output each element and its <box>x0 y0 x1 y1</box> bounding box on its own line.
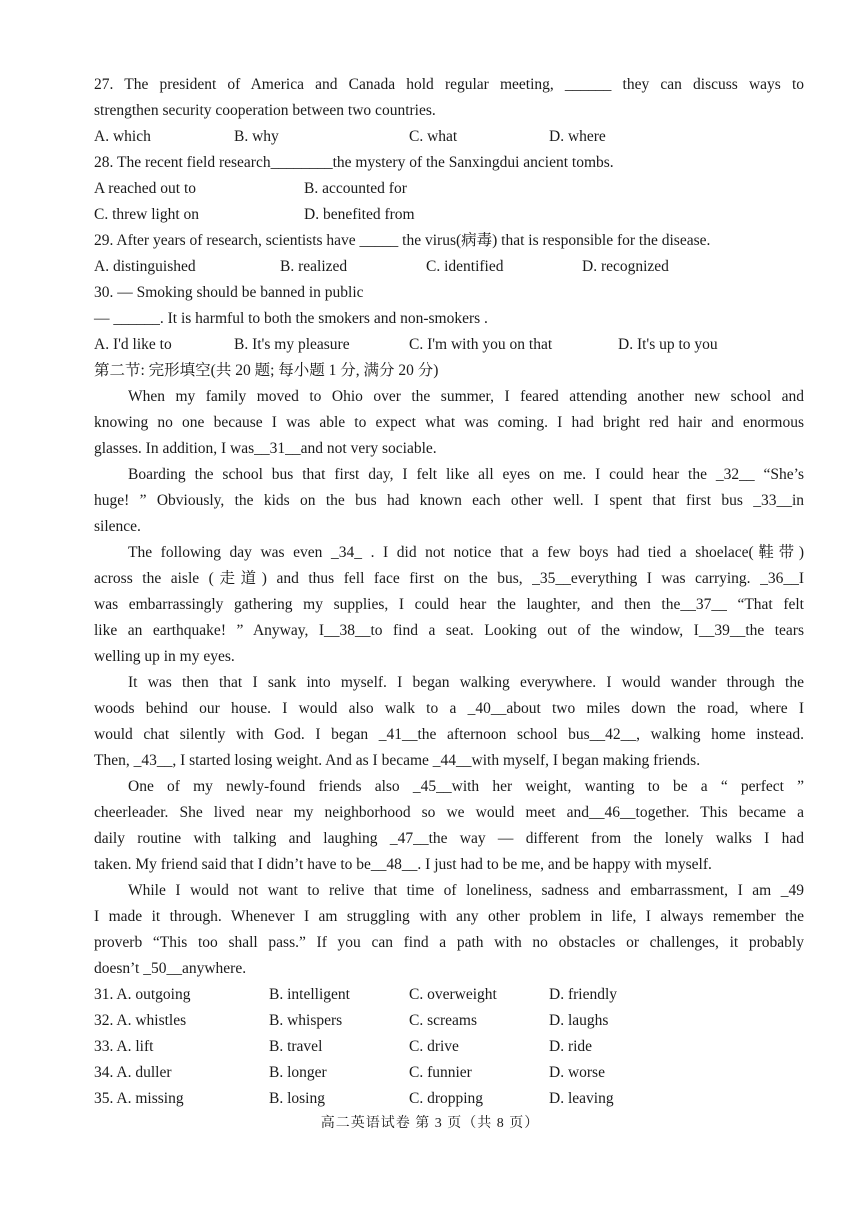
choice-a: 35. A. missing <box>94 1090 184 1107</box>
choice-a: 34. A. duller <box>94 1064 172 1081</box>
choice-d: D. leaving <box>549 1090 614 1107</box>
choice-d: D. friendly <box>549 986 618 1003</box>
passage-line: welling up in my eyes. <box>94 648 235 665</box>
passage-line: While I would not want to relive that time of loneliness, sadness and embarrassment, I am _49 <box>128 882 804 899</box>
choice-b: B. losing <box>269 1090 325 1107</box>
passage-line: glasses. In addition, I was__31__and not very sociable. <box>94 440 437 457</box>
choice-row <box>94 1086 804 1112</box>
choice-d: D. ride <box>549 1038 593 1055</box>
option-b: B. accounted for <box>304 180 407 197</box>
choice-a: 31. A. outgoing <box>94 986 191 1003</box>
choice-c: C. funnier <box>409 1064 472 1081</box>
question-28-options-row2 <box>94 202 804 228</box>
choice-b: B. intelligent <box>269 986 350 1003</box>
question-28-stem: 28. The recent field research________the mystery of the Sanxingdui ancient tombs. <box>94 154 614 171</box>
passage-line: proverb “This too shall pass.” If you can find a path with no obstacles or challenges, it probably <box>94 934 804 951</box>
question-27-options <box>94 124 804 150</box>
choice-b: B. whispers <box>269 1012 343 1029</box>
passage-line: doesn’t _50__anywhere. <box>94 960 247 977</box>
passage-line: daily routine with talking and laughing _47__the way — different from the lonely walks I had <box>94 830 804 847</box>
choice-d: D. laughs <box>549 1012 609 1029</box>
passage-line: Then, _43__, I started losing weight. And as I became _44__with myself, I began making friends. <box>94 752 701 769</box>
passage-line: One of my newly-found friends also _45__with her weight, wanting to be a “ perfect ” <box>128 778 804 795</box>
question-27-stem-cont: strengthen security cooperation between two countries. <box>94 102 436 119</box>
page-footer: 高二英语试卷 第 3 页（共 8 页） <box>320 1116 540 1131</box>
choice-row <box>94 1008 804 1034</box>
passage-line: huge! ” Obviously, the kids on the bus had known each other well. I spent that first bus _33__in <box>94 492 804 509</box>
cloze-choices <box>94 982 804 1112</box>
option-d: D. recognized <box>582 258 669 275</box>
choice-c: C. drive <box>409 1038 459 1055</box>
option-c: C. threw light on <box>94 206 200 223</box>
passage-line: It was then that I sank into myself. I began walking everywhere. I would wander through the <box>128 674 804 691</box>
passage-line: When my family moved to Ohio over the summer, I feared attending another new school and <box>128 388 804 405</box>
choice-c: C. screams <box>409 1012 478 1029</box>
option-d: D. benefited from <box>304 206 415 223</box>
passage-line: Boarding the school bus that first day, I felt like all eyes on me. I could hear the _32__ “She’s <box>128 466 804 483</box>
passage-line: would chat silently with God. I began _41__the afternoon school bus__42__, walking home instead. <box>94 726 804 743</box>
passage-line: woods behind our house. I would also walk to a _40__about two miles down the road, where I <box>94 700 804 717</box>
question-30-options <box>94 332 804 358</box>
choice-a: 33. A. lift <box>94 1038 154 1055</box>
choice-d: D. worse <box>549 1064 605 1081</box>
passage-line: taken. My friend said that I didn’t have to be__48__. I just had to be me, and be happy with myself. <box>94 856 712 873</box>
choice-a: 32. A. whistles <box>94 1012 187 1029</box>
passage-line: cheerleader. She lived near my neighborhood so we would meet and__46__together. This became a <box>94 804 804 821</box>
option-b: B. why <box>234 128 279 145</box>
question-28-options-row1 <box>94 176 804 202</box>
choice-row <box>94 1034 804 1060</box>
choice-row <box>94 982 804 1008</box>
option-b: B. It's my pleasure <box>234 336 350 353</box>
passage-line: silence. <box>94 518 141 535</box>
passage-line: across the aisle (走道) and thus fell face first on the bus, _35__everything I was carrying. _36__I <box>94 570 804 587</box>
choice-row <box>94 1060 804 1086</box>
passage-line: The following day was even _34_ . I did not notice that a few boys had tied a shoelace(鞋带) <box>128 544 804 561</box>
option-a: A. I'd like to <box>94 336 172 353</box>
question-30-stem: 30. — Smoking should be banned in public <box>94 284 364 301</box>
cloze-passage <box>94 384 804 982</box>
question-29-options <box>94 254 804 280</box>
question-29-stem: 29. After years of research, scientists have _____ the virus(病毒) that is responsible for the disease. <box>94 232 711 249</box>
option-b: B. realized <box>280 258 348 275</box>
choice-c: C. overweight <box>409 986 497 1003</box>
question-27-stem: 27. The president of America and Canada hold regular meeting, ______ they can discuss ways to <box>94 76 804 93</box>
passage-line: I made it through. Whenever I am struggling with any other problem in life, I always remember the <box>94 908 804 925</box>
choice-b: B. travel <box>269 1038 323 1055</box>
option-a: A. distinguished <box>94 258 196 275</box>
option-d: D. where <box>549 128 606 145</box>
option-a: A reached out to <box>94 180 197 197</box>
option-a: A. which <box>94 128 151 145</box>
option-c: C. what <box>409 128 458 145</box>
choice-b: B. longer <box>269 1064 327 1081</box>
passage-line: like an earthquake! ” Anyway, I__38__to find a seat. Looking out of the window, I__39__the tears <box>94 622 804 639</box>
section-heading: 第二节: 完形填空(共 20 题; 每小题 1 分, 满分 20 分) <box>94 362 439 379</box>
exam-page <box>94 72 804 1112</box>
passage-line: was embarrassingly gathering my supplies, I could hear the laughter, and then the__37__ “That felt <box>94 596 804 613</box>
question-30-response: — ______. It is harmful to both the smokers and non-smokers . <box>94 310 488 327</box>
passage-line: knowing no one because I was able to expect what was coming. I had bright red hair and enormous <box>94 414 804 431</box>
option-c: C. I'm with you on that <box>409 336 553 353</box>
option-c: C. identified <box>426 258 504 275</box>
option-d: D. It's up to you <box>618 336 718 353</box>
choice-c: C. dropping <box>409 1090 484 1107</box>
